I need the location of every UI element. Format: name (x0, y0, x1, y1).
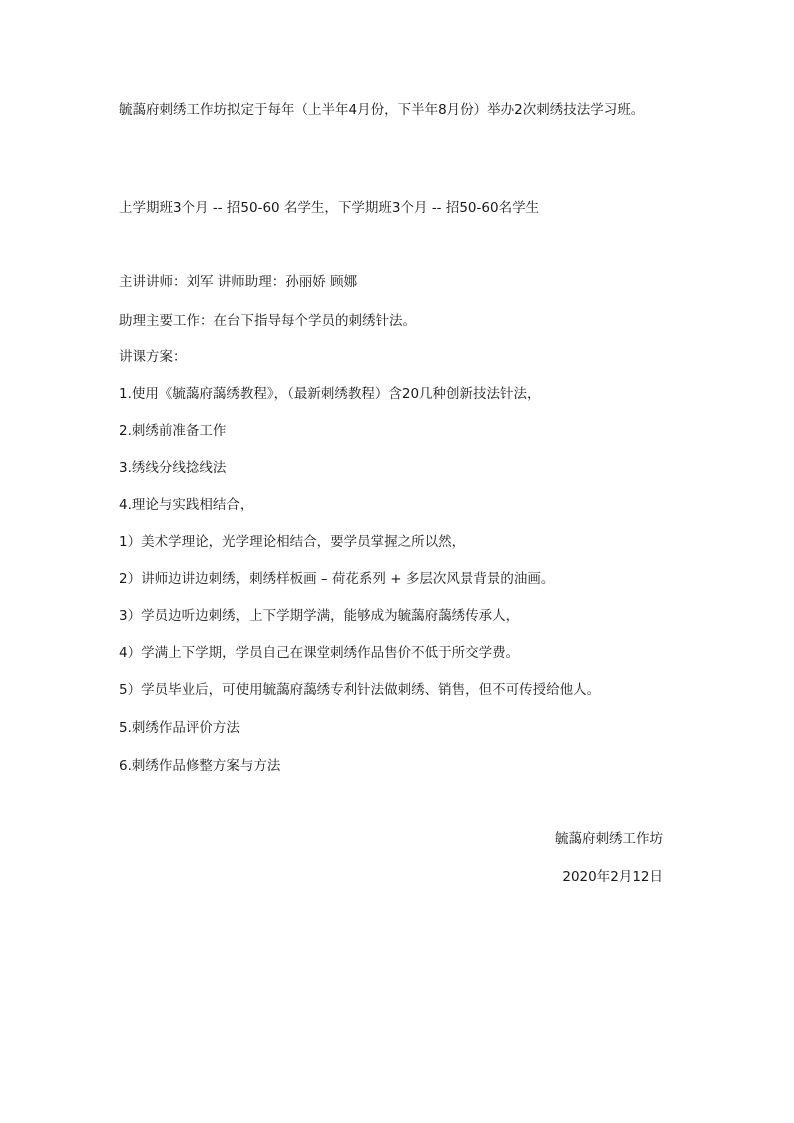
plan-item: 3.绣线分线捻线法 (119, 460, 227, 476)
intro-paragraph: 毓藹府刺绣工作坊拟定于每年（上半年4月份，下半年8月份）举办2次刺绣技法学习班。 (119, 102, 645, 118)
plan-subitem: 1）美术学理论，光学理论相结合，要学员掌握之所以然， (119, 534, 466, 550)
signature-date: 2020年2月12日 (562, 869, 663, 885)
plan-heading: 讲课方案： (119, 349, 187, 365)
terms-line: 上学期班3个月 -- 招50-60 名学生，下学期班3个月 -- 招50-60名学生 (119, 200, 540, 216)
plan-item: 1.使用《毓藹府藹绣教程》，（最新刺绣教程）含20几种创新技法针法， (119, 386, 541, 402)
plan-subitem: 3）学员边听边刺绣，上下学期学满，能够成为毓藹府藹绣传承人， (119, 608, 520, 624)
plan-subitem: 2）讲师边讲边刺绣，刺绣样板画 – 荷花系列 + 多层次风景背景的油画。 (119, 571, 555, 587)
assistant-duty-line: 助理主要工作：在台下指导每个学员的刺绣针法。 (119, 313, 416, 329)
instructors-line: 主讲讲师：刘军 讲师助理：孙丽娇 顾娜 (119, 274, 358, 290)
plan-item: 5.刺绣作品评价方法 (119, 720, 240, 736)
plan-item: 4.理论与实践相结合， (119, 497, 254, 513)
plan-subitem: 4）学满上下学期，学员自己在课堂刺绣作品售价不低于所交学费。 (119, 645, 520, 661)
plan-subitem: 5）学员毕业后，可使用毓藹府藹绣专利针法做刺绣、销售，但不可传授给他人。 (119, 682, 601, 698)
plan-item: 6.刺绣作品修整方案与方法 (119, 758, 281, 774)
signature: 毓藹府刺绣工作坊 (555, 831, 663, 847)
plan-item: 2.刺绣前准备工作 (119, 423, 227, 439)
